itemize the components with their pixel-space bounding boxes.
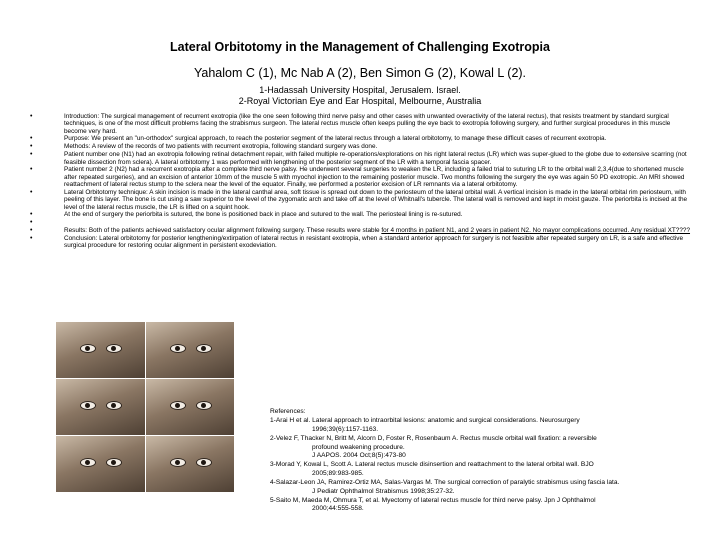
bullet-dot-icon: •: [30, 113, 33, 120]
reference-line: J Pediatr Ophthalmol Strabismus 1998;35:27-32.: [312, 487, 455, 495]
bullet-end-of-surgery: [30, 211, 692, 218]
bullet-dot-icon: •: [30, 211, 33, 219]
reference-line: 3-Morad Y, Kowal L, Scott A. Lateral rectus muscle disinsertion and reattachment to the lateral orbital wall. BJO: [270, 461, 594, 469]
bullet-text: Introduction: The surgical management of recurrent exotropia (like the one seen following third nerve palsy and other cases with unwanted overactivity of the lateral rectus), that resists treatment by standard surgical techniques, is one of the most difficult problems facing the strabismus surgeon. The lateral rectus muscle often keeps pulling the eye back to exotropia following surgery, and further surgical procedures in this muscle become very hard.: [64, 113, 671, 135]
patient-photo-grid: [56, 322, 234, 493]
reference-item: [270, 479, 710, 496]
reference-line: 4-Salazar-Leon JA, Ramirez-Ortiz MA, Salas-Vargas M. The surgical correction of paralytic strabismus using fascia lata.: [270, 479, 620, 487]
bullet-text: Conclusion: Lateral orbitotomy for posterior lengthening/extirpation of lateral rectus in resistant exotropia, when a standard anterior approach for surgery is not feasible after repeated surgery on LR, is a safe and effective surgical procedure for restoring ocular alignment in persistent exodeviation.: [64, 235, 684, 250]
bullet-conclusion: [30, 235, 692, 250]
bullet-dot-icon: •: [30, 166, 33, 174]
bullet-text: Lateral Orbitotomy technique: A skin incision is made in the lateral canthal area, soft tissue is spread out down to the periosteum of the lateral orbital wall. A vertical incision is made in the lateral orbital rim periosteum, with peeling of this layer. The bone is cut using a saw superior to the level of the zygomatic arch and take off at the level of Whitnall's tubercle. The lateral wall is removed and kept in moist gauze. The periorbita is incised at the level of the lateral rectus muscle, the LR is lifted on a squint hook.: [64, 188, 688, 211]
bullet-patient-1: [30, 151, 692, 166]
bullet-dot-icon: •: [30, 143, 33, 151]
bullet-dot-icon: •: [30, 135, 33, 143]
bullet-patient-2: [30, 166, 692, 188]
affiliation-2: 2-Royal Victorian Eye and Ear Hospital, Melbourne, Australia: [238, 96, 482, 106]
patient-photo: [56, 436, 145, 492]
reference-item: [270, 497, 710, 514]
photo-row: [56, 379, 234, 435]
photo-row: [56, 436, 234, 492]
reference-item: [270, 435, 710, 460]
bullet-dot-icon: •: [30, 227, 33, 235]
patient-photo: [56, 322, 145, 378]
photo-row: [56, 322, 234, 378]
bullet-text: At the end of surgery the periorbita is sutured, the bone is positioned back in place and sutured to the wall. The periosteal lining is re-sutured.: [64, 211, 463, 219]
patient-photo: [146, 436, 235, 492]
reference-line: 5-Saito M, Maeda M, Ohmura T, et al. Myectomy of lateral rectus muscle for third nerve palsy. Jpn J Ophthalmol: [270, 497, 596, 505]
bullet-introduction: [30, 113, 692, 135]
bullet-dot-icon: •: [30, 235, 33, 243]
patient-photo: [56, 379, 145, 435]
references-heading: References:: [270, 408, 306, 415]
patient-photo: [146, 379, 235, 435]
bullet-text: Methods: A review of the records of two patients with recurrent exotropia, following standard surgery was done.: [64, 143, 378, 151]
reference-line: profound weakening procedure.: [312, 443, 405, 451]
reference-line: 2000;44:555-558.: [312, 505, 364, 513]
references-section: [270, 408, 710, 515]
bullet-technique: [30, 189, 692, 211]
bullet-text: Purpose: We present an "un-orthodox" surgical approach, to reach the posterior segment of the lateral rectus through a lateral orbitotomy, to manage these difficult cases of recurrent exotropia.: [64, 135, 607, 143]
reference-item: [270, 417, 710, 434]
reference-line: 2005;89:983-985.: [312, 469, 364, 477]
bullet-empty: [30, 219, 692, 226]
bullet-methods: [30, 143, 692, 150]
reference-item: [270, 461, 710, 478]
bullet-results: [30, 227, 692, 234]
bullet-list: [30, 113, 692, 250]
bullet-underlined-text: for 4 months in patient N1, and 2 years in patient N2. No mayor complications occurred. Any residual XT????: [381, 227, 691, 235]
affiliation-1: 1-Hadassah University Hospital, Jerusalem. Israel.: [259, 85, 461, 95]
poster-authors: Yahalom C (1), Mc Nab A (2), Ben Simon G (2), Kowal L (2).: [193, 66, 527, 80]
reference-line: 2-Velez F, Thacker N, Britt M, Alcorn D, Foster R, Rosenbaum A. Rectus muscle orbital wall fixation: a reversible: [270, 435, 597, 443]
bullet-dot-icon: •: [30, 188, 33, 196]
patient-photo: [146, 322, 235, 378]
poster-title: Lateral Orbitotomy in the Management of Challenging Exotropia: [170, 40, 550, 54]
bullet-dot-icon: •: [30, 219, 33, 227]
reference-line: 1-Arai H et al. Lateral approach to intraorbital lesions: anatomic and surgical considerations. Neurosurgery: [270, 417, 580, 425]
reference-line: J AAPOS. 2004 Oct;8(5):473-80: [312, 452, 406, 460]
bullet-text: Patient number one (N1) had an exotropia following retinal detachment repair, with failed multiple re-operations/explorations on his right lateral rectus (LR) which was super-glued to the globe due to extensive scarring (not feasible dissection from sclera). A lateral orbitotomy 1 was performed with lengthening of the posterior segment of the LR with a temporal fascia spacer.: [64, 151, 687, 166]
bullet-dot-icon: •: [30, 151, 33, 159]
bullet-purpose: [30, 135, 692, 142]
bullet-text: Results: Both of the patients achieved satisfactory ocular alignment following surgery. These results were stable: [64, 227, 382, 235]
reference-line: 1996;39(6):1157-1163.: [312, 425, 379, 433]
bullet-text: Patient number 2 (N2) had a recurrent exotropia after a complete third nerve palsy. He underwent several surgeries to weaken the LR, including a failed trial to suturing LR to the orbital wall 2,3,4(due to shortened muscle after repeated surgeries), and an excision of anterior 10mm of the muscle 5 with myochol injection to the remaining posterior muscle. Two months following the surgery the eye was again 50 PD exotropic. An MRI showed reattachment of lateral rectus stump to the sclera near the level of the equator. Finally, we performed a posterior excision of LR remnants via a lateral orbitotomy.: [64, 166, 685, 189]
